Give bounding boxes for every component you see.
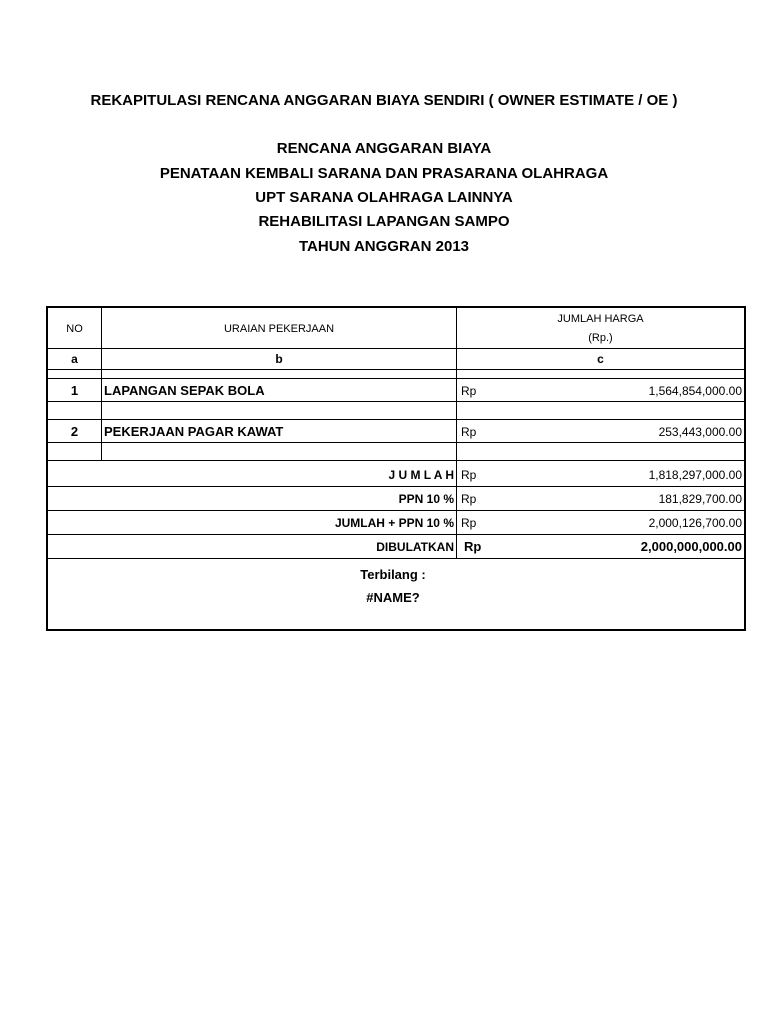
header-jumlah-harga-unit: (Rp.) [588, 332, 613, 344]
budget-table [46, 306, 746, 631]
summary-rounded-amount: 2,000,000,000.00 [640, 539, 742, 554]
row-divider [48, 534, 744, 535]
heading-tahun: TAHUN ANGGRAN 2013 [298, 238, 470, 255]
row-divider [48, 401, 744, 402]
summary-jumlah-amount: 1,818,297,000.00 [648, 468, 742, 482]
heading-rencana: RENCANA ANGGARAN BIAYA [276, 140, 492, 157]
row-1-uraian: LAPANGAN SEPAK BOLA [104, 383, 265, 398]
row-divider [48, 486, 744, 487]
summary-total-currency: Rp [461, 516, 477, 530]
summary-rounded-currency: Rp [464, 539, 482, 554]
row-divider [48, 510, 744, 511]
row-2-amount: 253,443,000.00 [658, 425, 742, 439]
row-1-amount: 1,564,854,000.00 [648, 384, 742, 398]
summary-ppn-label: PPN 10 % [398, 492, 454, 506]
summary-jumlah-label: J U M L A H [388, 468, 454, 482]
column-divider [456, 308, 457, 558]
row-divider [48, 419, 744, 420]
document-title: REKAPITULASI RENCANA ANGGARAN BIAYA SENDIRI ( OWNER ESTIMATE / OE ) [90, 92, 678, 109]
row-divider [48, 460, 744, 461]
summary-ppn-amount: 181,829,700.00 [658, 492, 742, 506]
column-code-a: a [71, 352, 78, 366]
summary-rounded-label: DIBULATKAN [376, 540, 454, 554]
row-divider [48, 348, 744, 349]
row-1-no: 1 [70, 383, 79, 398]
row-2-uraian: PEKERJAAN PAGAR KAWAT [104, 424, 284, 439]
heading-rehabilitasi: REHABILITASI LAPANGAN SAMPO [258, 213, 510, 230]
terbilang-value: #NAME? [366, 590, 420, 605]
summary-total-amount: 2,000,126,700.00 [648, 516, 742, 530]
row-divider [48, 442, 744, 443]
row-divider [48, 378, 744, 379]
column-code-c: c [597, 352, 604, 366]
header-uraian: URAIAN PEKERJAAN [223, 323, 335, 335]
summary-total-label: JUMLAH + PPN 10 % [334, 516, 454, 530]
row-1-currency: Rp [461, 384, 477, 398]
header-jumlah-harga: JUMLAH HARGA [557, 313, 644, 325]
row-divider [48, 558, 744, 559]
row-divider [48, 369, 744, 370]
column-code-b: b [275, 352, 283, 366]
heading-upt: UPT SARANA OLAHRAGA LAINNYA [255, 189, 513, 206]
row-2-currency: Rp [461, 425, 477, 439]
summary-jumlah-currency: Rp [461, 468, 477, 482]
summary-ppn-currency: Rp [461, 492, 477, 506]
row-2-no: 2 [70, 424, 79, 439]
header-no: NO [66, 323, 83, 335]
heading-penataan: PENATAAN KEMBALI SARANA DAN PRASARANA OLAHRAGA [159, 165, 609, 182]
terbilang-label: Terbilang : [360, 567, 426, 582]
